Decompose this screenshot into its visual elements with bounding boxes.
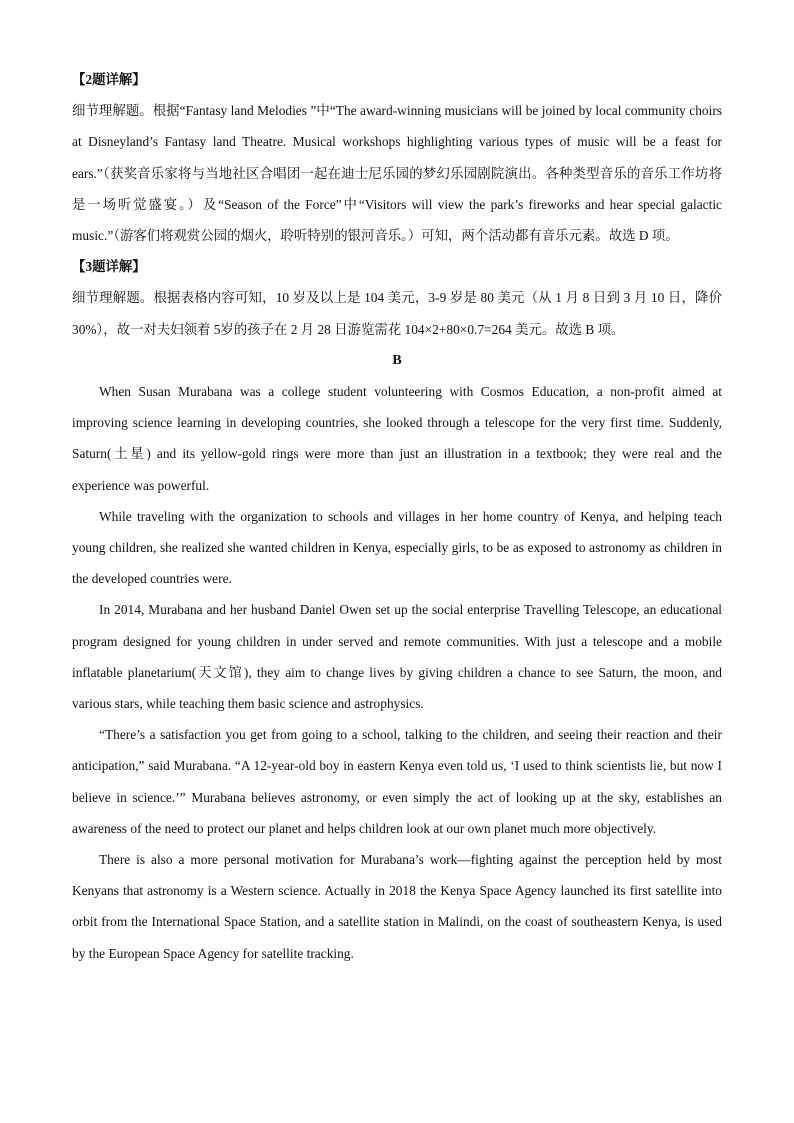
q3-explanation: 细节理解题。根据表格内容可知，10 岁及以上是 104 美元，3-9 岁是 80 美元（从 1 月 8 日到 3 月 10 日，降价 30%），故一对夫妇领着 5岁的孩子在 2 月 28 日游览需花 104×2+80×0.7=264 美元。故选 B 项。 [72,290,722,337]
q3-header: 【3题详解】 [72,259,146,275]
passage-paragraph-5: There is also a more personal motivation for Murabana’s work—fighting against the perception held by most Kenyans that astronomy is a Western science. Actually in 2018 the Kenya Space Agency launched its first satellite into orbit from the International Space Station, and a satellite station in Malindi, on the coast of southeastern Kenya, is used by the European Space Agency for satellite tracking. [72,852,722,961]
passage-paragraph-2: While traveling with the organization to schools and villages in her home country of Kenya, and helping teach young children, she realized she wanted children in Kenya, especially girls, to be as exposed to astronomy as children in the developed countries were. [72,508,722,587]
q2-explanation: 细节理解题。根据“Fantasy land Melodies ”中“The award-winning musicians will be joined by local community choirs at Disneyland’s Fantasy land Theatre. Musical workshops highlighting various types of music will be a feast for ears.”（获奖音乐家将与当地社区合唱团一起在迪士尼乐园的梦幻乐园剧院演出。各种类型音乐的音乐工作坊将是一场听觉盛宴。）及“Season of the Force”中“Visitors will view the park’s fireworks and hear special galactic music.”（游客们将观赏公园的烟火，聆听特别的银河音乐。）可知，两个活动都有音乐元素。故选 D 项。 [72,103,722,244]
passage-paragraph-4: “There’s a satisfaction you get from going to a school, talking to the children, and seeing their reaction and their anticipation,” said Murabana. “A 12-year-old boy in eastern Kenya even told us, ‘I used to think scientists lie, but now I believe in science.’” Murabana believes astronomy, or even simply the act of looking up at the sky, establishes an awareness of the need to protect our planet and helps children look at our own planet much more objectively. [72,727,722,836]
passage-paragraph-1: When Susan Murabana was a college student volunteering with Cosmos Education, a non-profit aimed at improving science learning in developing countries, she looked through a telescope for the very first time. Suddenly, Saturn(土星) and its yellow-gold rings were more than just an illustration in a textbook; they were real and the experience was powerful. [72,384,722,493]
q2-header: 【2题详解】 [72,72,146,87]
document-page [72,64,722,969]
passage-paragraph-3: In 2014, Murabana and her husband Daniel Owen set up the social enterprise Travelling Telescope, an educational program designed for young children in under served and remote communities. With just a telescope and a mobile inflatable planetarium(天文馆), they aim to change lives by giving children a chance to see Saturn, the moon, and various stars, while teaching them basic science and astrophysics. [72,602,722,712]
section-title: B [392,352,402,368]
